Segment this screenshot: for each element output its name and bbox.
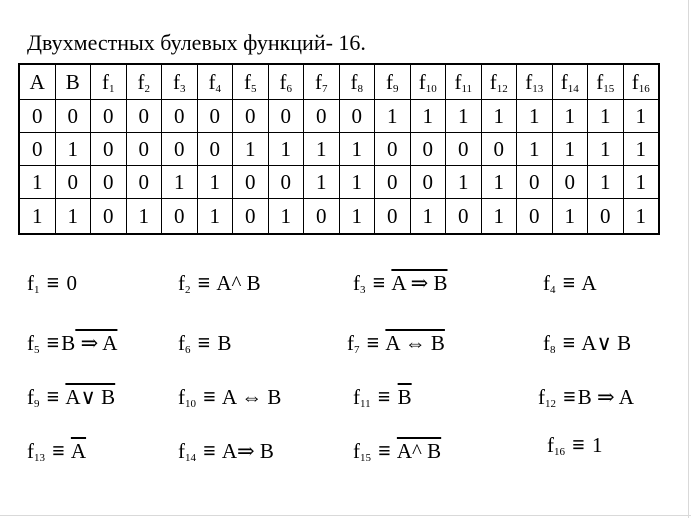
table-cell: 1	[126, 199, 162, 235]
column-header-index: 13	[532, 82, 544, 95]
table-cell: 1	[481, 199, 517, 235]
column-header-index: 14	[567, 82, 579, 95]
equiv-sign: ≡	[203, 438, 216, 463]
table-cell: 0	[446, 133, 482, 166]
func-letter: f	[178, 385, 185, 409]
function-def	[543, 271, 597, 302]
equiv-sign: ≡	[197, 270, 211, 295]
function-def	[27, 331, 117, 362]
func-expr: A^ B	[396, 439, 442, 463]
column-header	[55, 64, 91, 100]
equiv-sign: ≡	[378, 438, 391, 463]
func-expr: A^ B	[216, 271, 261, 295]
column-header-index: 4	[215, 82, 221, 95]
func-expr: A ⇔ B	[221, 385, 282, 409]
table-cell: 0	[162, 199, 198, 235]
table-cell: 1	[268, 199, 304, 235]
table-header-row	[19, 64, 659, 100]
func-letter: f	[178, 271, 185, 295]
column-header	[410, 64, 446, 100]
func-index: 14	[185, 452, 196, 464]
func-index: 2	[185, 284, 191, 296]
page-edge-right	[688, 0, 689, 518]
column-header	[197, 64, 233, 100]
table-cell: 1	[339, 199, 375, 235]
table-cell: 0	[126, 100, 162, 133]
column-header-letter: f	[418, 69, 426, 94]
table-cell: 0	[375, 199, 411, 235]
table-cell: 0	[588, 199, 624, 235]
table-cell: 1	[552, 199, 588, 235]
column-header-index: 2	[144, 82, 150, 95]
table-cell: 0	[233, 199, 269, 235]
func-expr: A∨ B	[581, 331, 632, 355]
equiv-sign: ≡	[562, 270, 576, 295]
table-cell: 0	[233, 100, 269, 133]
table-cell: 1	[623, 166, 659, 199]
table-cell: 1	[623, 199, 659, 235]
func-index: 13	[34, 452, 45, 464]
table-cell: 0	[517, 199, 553, 235]
table-cell: 0	[91, 100, 127, 133]
table-cell: 0	[91, 166, 127, 199]
column-header	[91, 64, 127, 100]
func-expr: A ⇔ B	[385, 331, 445, 355]
column-header	[339, 64, 375, 100]
table-cell: 1	[304, 166, 340, 199]
table-cell: 1	[446, 166, 482, 199]
equiv-sign: ≡	[197, 330, 211, 355]
table-cell: 0	[446, 199, 482, 235]
table-cell: 0	[197, 100, 233, 133]
table-row	[19, 166, 659, 199]
column-header-letter: f	[631, 69, 639, 94]
func-expr: B ⇒ A	[577, 385, 634, 409]
column-header-index: 16	[638, 82, 650, 95]
func-letter: f	[353, 439, 360, 463]
column-header-letter: f	[350, 69, 358, 94]
table-cell: 0	[91, 199, 127, 235]
table-cell: 1	[55, 199, 91, 235]
function-def	[178, 331, 232, 362]
table-cell: 0	[19, 133, 55, 166]
equiv-sign: ≡	[563, 384, 576, 409]
column-header-letter: f	[560, 69, 568, 94]
func-letter: f	[538, 385, 545, 409]
column-header	[162, 64, 198, 100]
table-cell: 0	[304, 100, 340, 133]
func-expr: A ⇒ B	[391, 271, 448, 295]
table-cell: 1	[197, 166, 233, 199]
column-header	[268, 64, 304, 100]
column-header	[446, 64, 482, 100]
column-header-index: 7	[322, 82, 328, 95]
column-header-letter: f	[102, 69, 109, 94]
column-header	[517, 64, 553, 100]
func-expr: 0	[66, 271, 78, 295]
equiv-sign: ≡	[372, 270, 386, 295]
table-cell: 1	[162, 166, 198, 199]
func-letter: f	[547, 433, 554, 457]
table-cell: 0	[126, 133, 162, 166]
table-cell: 1	[517, 133, 553, 166]
func-letter: f	[27, 271, 34, 295]
table-cell: 1	[55, 133, 91, 166]
equiv-sign: ≡	[203, 384, 216, 409]
equiv-sign: ≡	[377, 384, 391, 409]
func-expr: $\overline{A}$	[70, 439, 87, 463]
column-header-letter: f	[279, 69, 287, 94]
func-index: 1	[34, 284, 40, 296]
table-cell: 1	[197, 199, 233, 235]
func-expr: A∨ B	[65, 385, 116, 409]
func-letter: f	[27, 385, 34, 409]
func-letter: f	[178, 439, 185, 463]
table-cell: 0	[268, 100, 304, 133]
func-index: 12	[545, 398, 556, 410]
table-cell: 1	[588, 100, 624, 133]
table-cell: 1	[375, 100, 411, 133]
table-cell: 1	[233, 133, 269, 166]
func-index: 15	[360, 452, 371, 464]
column-header-index: 11	[461, 82, 473, 95]
table-cell: 0	[304, 199, 340, 235]
function-def	[547, 433, 603, 464]
equiv-sign: ≡	[46, 270, 60, 295]
table-cell: 1	[588, 133, 624, 166]
column-header-letter: f	[208, 69, 216, 94]
equiv-sign: ≡	[572, 432, 585, 457]
func-letter: f	[27, 439, 34, 463]
table-cell: 0	[197, 133, 233, 166]
func-index: 8	[550, 344, 556, 356]
column-header-letter: B	[65, 69, 80, 94]
equiv-sign: ≡	[52, 438, 65, 463]
function-def	[27, 385, 115, 416]
table-cell: 0	[517, 166, 553, 199]
equiv-sign: ≡	[46, 330, 60, 355]
func-letter: f	[347, 331, 354, 355]
table-cell: 0	[410, 166, 446, 199]
column-header-letter: f	[489, 69, 497, 94]
page-edge-bottom	[0, 515, 691, 516]
column-header-letter: f	[244, 69, 251, 94]
func-index: 16	[554, 446, 565, 458]
table-cell: 1	[19, 199, 55, 235]
function-def	[353, 385, 412, 416]
function-def	[178, 385, 281, 416]
func-expr-overlined: ⇒ A	[75, 331, 118, 355]
table-cell: 0	[55, 100, 91, 133]
equiv-sign: ≡	[562, 330, 576, 355]
func-letter: f	[353, 385, 360, 409]
column-header-index: 12	[496, 82, 508, 95]
table-cell: 0	[410, 133, 446, 166]
table-row	[19, 199, 659, 235]
function-def	[347, 331, 445, 362]
table-cell: 1	[268, 133, 304, 166]
func-expr: $\overline{B}$	[397, 385, 412, 409]
column-header-letter: f	[137, 69, 145, 94]
func-letter: f	[27, 331, 34, 355]
table-cell: 1	[517, 100, 553, 133]
table-cell: 0	[19, 100, 55, 133]
column-header-index: 3	[180, 82, 186, 95]
column-header-letter: f	[315, 69, 322, 94]
table-cell: 0	[375, 166, 411, 199]
table-cell: 1	[481, 100, 517, 133]
column-header	[481, 64, 517, 100]
column-header	[623, 64, 659, 100]
column-header-index: 9	[393, 82, 399, 95]
table-cell: 0	[375, 133, 411, 166]
equiv-sign: ≡	[46, 384, 60, 409]
table-cell: 0	[162, 133, 198, 166]
table-cell: 0	[126, 166, 162, 199]
column-header	[375, 64, 411, 100]
func-index: 11	[360, 398, 371, 410]
table-cell: 1	[623, 133, 659, 166]
function-def	[178, 439, 274, 470]
table-cell: 0	[91, 133, 127, 166]
func-index: 9	[34, 398, 40, 410]
table-cell: 1	[339, 166, 375, 199]
func-expr: A	[581, 271, 597, 295]
column-header	[19, 64, 55, 100]
function-def	[543, 331, 631, 362]
column-header-index: 10	[425, 82, 437, 95]
column-header-letter: A	[29, 69, 45, 94]
func-index: 5	[34, 344, 40, 356]
column-header	[233, 64, 269, 100]
func-index: 10	[185, 398, 196, 410]
function-def	[27, 439, 86, 470]
func-letter: f	[543, 331, 550, 355]
table-cell: 1	[623, 100, 659, 133]
table-cell: 0	[339, 100, 375, 133]
func-index: 6	[185, 344, 191, 356]
table-cell: 0	[268, 166, 304, 199]
function-def	[353, 439, 441, 470]
column-header	[304, 64, 340, 100]
table-cell: 1	[19, 166, 55, 199]
column-header-index: 5	[251, 82, 257, 95]
table-cell: 0	[162, 100, 198, 133]
column-header	[588, 64, 624, 100]
table-cell: 1	[339, 133, 375, 166]
func-index: 4	[550, 284, 556, 296]
table-cell: 1	[410, 199, 446, 235]
column-header-letter: f	[525, 69, 533, 94]
table-cell: 1	[552, 100, 588, 133]
func-letter: f	[353, 271, 360, 295]
equiv-sign: ≡	[366, 330, 380, 355]
column-header-letter: f	[173, 69, 180, 94]
column-header	[126, 64, 162, 100]
table-cell: 0	[233, 166, 269, 199]
table-row	[19, 100, 659, 133]
table-cell: 1	[481, 166, 517, 199]
func-index: 7	[354, 344, 360, 356]
table-cell: 0	[552, 166, 588, 199]
column-header-index: 1	[109, 82, 115, 95]
function-def	[353, 271, 448, 302]
table-cell: 0	[481, 133, 517, 166]
function-def	[27, 271, 77, 302]
column-header-index: 8	[357, 82, 363, 95]
table-cell: 0	[55, 166, 91, 199]
table-cell: 1	[588, 166, 624, 199]
table-cell: 1	[410, 100, 446, 133]
func-expr: A⇒ B	[221, 439, 274, 463]
page-title: Двухместных булевых функций- 16.	[27, 30, 366, 55]
table-cell: 1	[446, 100, 482, 133]
column-header-letter: f	[596, 69, 604, 94]
func-expr: B	[217, 331, 232, 355]
column-header-index: 6	[286, 82, 292, 95]
column-header-index: 15	[603, 82, 615, 95]
column-header-letter: f	[454, 69, 462, 94]
func-letter: f	[178, 331, 185, 355]
func-letter: f	[543, 271, 550, 295]
table-row	[19, 133, 659, 166]
function-def	[178, 271, 261, 302]
truth-table	[18, 63, 660, 235]
table-cell: 1	[304, 133, 340, 166]
column-header-letter: f	[386, 69, 393, 94]
function-def	[538, 385, 634, 416]
column-header	[552, 64, 588, 100]
func-index: 3	[360, 284, 366, 296]
table-cell: 1	[552, 133, 588, 166]
func-expr-prefix: B	[61, 331, 76, 355]
func-expr: 1	[592, 433, 603, 457]
